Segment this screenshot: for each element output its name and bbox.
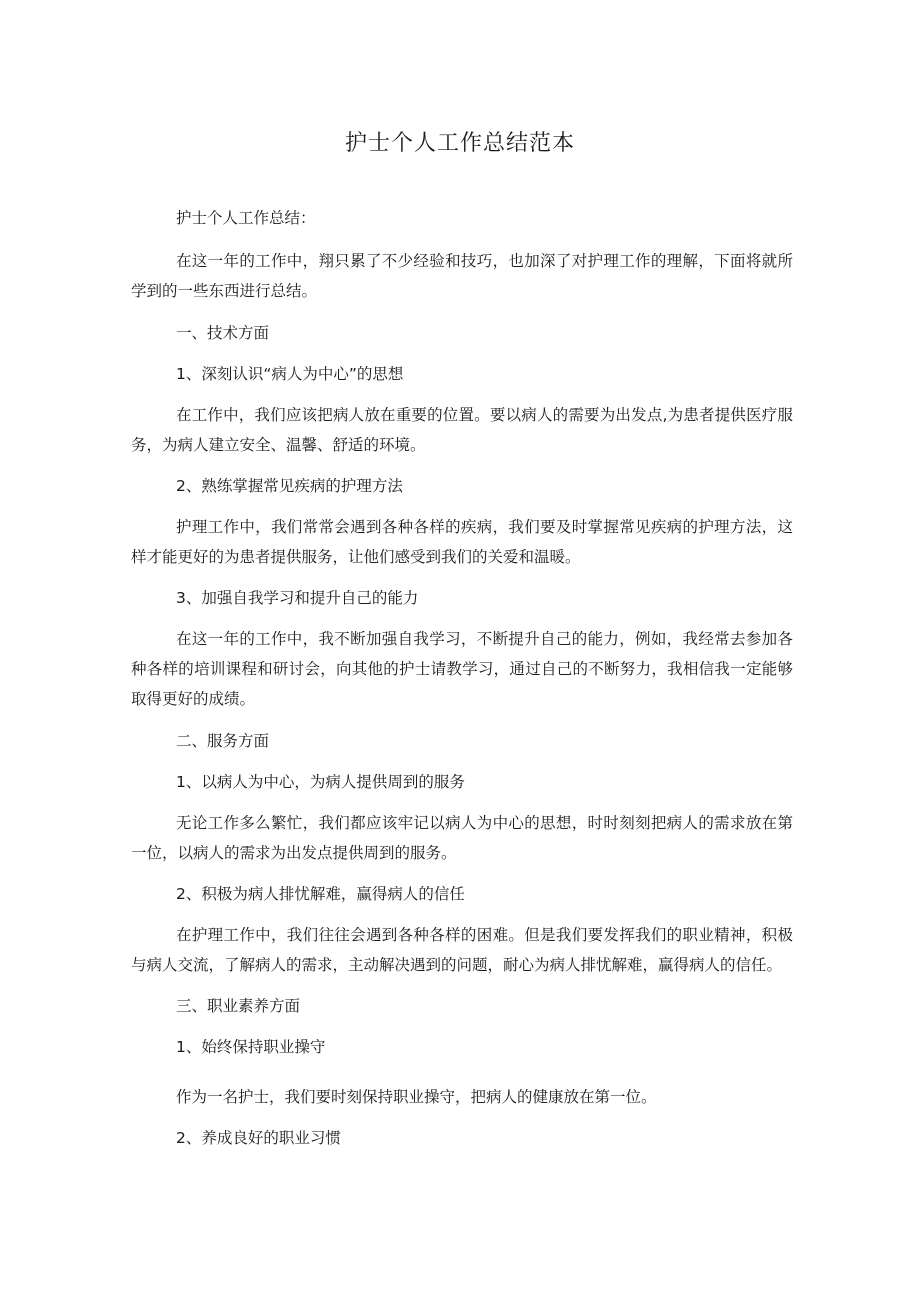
- subheading-professional-ethics: 1、始终保持职业操守: [176, 1038, 326, 1056]
- subheading-earn-trust: 2、积极为病人排忧解难，赢得病人的信任: [176, 885, 465, 903]
- document-title: 护士个人工作总结范本: [344, 131, 575, 156]
- intro-paragraph: 在这一年的工作中，翔只累了不少经验和技巧，也加深了对护理工作的理解，下面将就所学到的一些东西进行总结。: [131, 252, 793, 300]
- subheading-nursing-methods: 2、熟练掌握常见疾病的护理方法: [176, 477, 403, 495]
- paragraph-nursing-methods: 护理工作中，我们常常会遇到各种各样的疾病，我们要及时掌握常见疾病的护理方法，这样才能更好的为患者提供服务，让他们感受到我们的关爱和温暖。: [131, 518, 793, 566]
- section-heading-service: 二、服务方面: [176, 732, 270, 750]
- paragraph-patient-centered-idea: 在工作中，我们应该把病人放在重要的位置。要以病人的需要为出发点,为患者提供医疗服务，为病人建立安全、温馨、舒适的环境。: [131, 406, 793, 454]
- subheading-good-habits: 2、养成良好的职业习惯: [176, 1129, 341, 1147]
- intro-heading: 护士个人工作总结：: [176, 209, 316, 227]
- subheading-self-learning: 3、加强自我学习和提升自己的能力: [176, 589, 419, 607]
- subheading-patient-first-service: 1、以病人为中心，为病人提供周到的服务: [176, 773, 465, 791]
- section-heading-technique: 一、技术方面: [176, 324, 270, 342]
- paragraph-earn-trust: 在护理工作中，我们往往会遇到各种各样的困难。但是我们要发挥我们的职业精神，积极与病人交流，了解病人的需求，主动解决遇到的问题，耐心为病人排忧解难，赢得病人的信任。: [131, 926, 793, 974]
- paragraph-self-learning: 在这一年的工作中，我不断加强自我学习，不断提升自己的能力，例如，我经常去参加各种各样的培训课程和研讨会，向其他的护士请教学习，通过自己的不断努力，我相信我一定能够取得更好的成绩。: [131, 630, 793, 708]
- paragraph-professional-ethics: 作为一名护士，我们要时刻保持职业操守，把病人的健康放在第一位。: [176, 1088, 657, 1106]
- subheading-patient-centered-idea: 1、深刻认识“病人为中心”的思想: [176, 365, 404, 383]
- section-heading-professionalism: 三、职业素养方面: [176, 997, 301, 1015]
- paragraph-patient-first-service: 无论工作多么繁忙，我们都应该牢记以病人为中心的思想，时时刻刻把病人的需求放在第一位，以病人的需求为出发点提供周到的服务。: [131, 814, 793, 862]
